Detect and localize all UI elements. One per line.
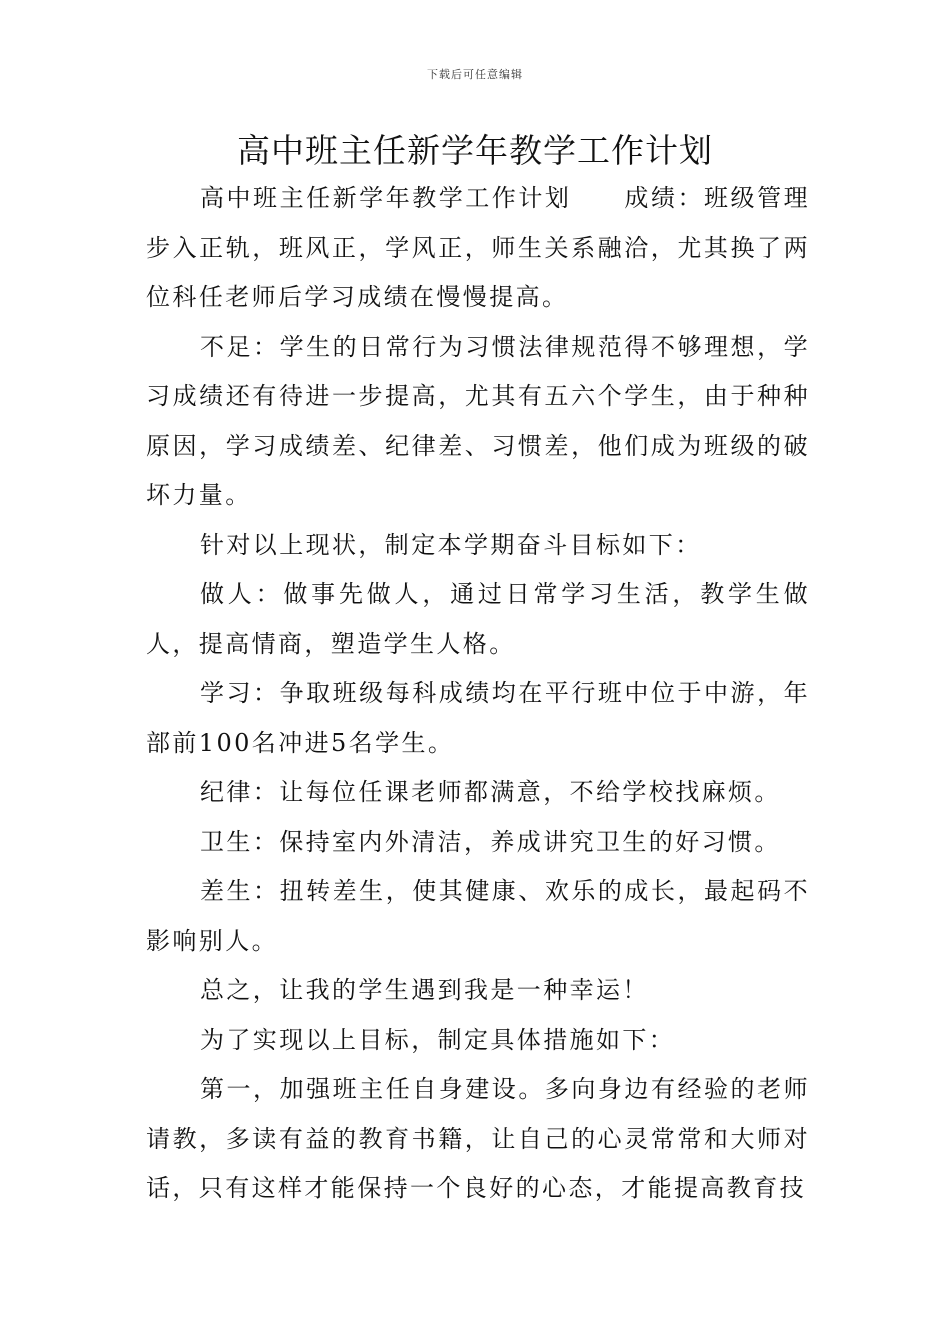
paragraph-summary: 总之，让我的学生遇到我是一种幸运！ bbox=[200, 976, 649, 1004]
paragraph-goal-hygiene: 卫生：保持室内外清洁，养成讲究卫生的好习惯。 bbox=[200, 827, 781, 856]
document-body bbox=[146, 174, 810, 1214]
paragraph-goal-weak-students: 差生：扭转差生，使其健康、欢乐的成长，最起码不影响别人。 bbox=[146, 877, 810, 955]
paragraph-intro: 高中班主任新学年教学工作计划 成绩：班级管理步入正轨，班风正，学风正，师生关系融洽，尤其换了两位科任老师后学习成绩在慢慢提高。 bbox=[146, 184, 810, 311]
paragraph-shortcomings: 不足：学生的日常行为习惯法律规范得不够理想，学习成绩还有待进一步提高，尤其有五六个学生，由于种种原因，学习成绩差、纪律差、习惯差，他们成为班级的破坏力量。 bbox=[146, 332, 810, 509]
header-note: 下载后可任意编辑 bbox=[427, 68, 523, 81]
paragraph-goal-study: 学习：争取班级每科成绩均在平行班中位于中游，年部前100名冲进5名学生。 bbox=[146, 679, 810, 757]
paragraph-goal-discipline: 纪律：让每位任课老师都满意，不给学校找麻烦。 bbox=[200, 778, 781, 806]
paragraph-measure-one: 第一，加强班主任自身建设。多向身边有经验的老师请教，多读有益的教育书籍，让自己的心灵常常和大师对话，只有这样才能保持一个良好的心态，才能提高教育技 bbox=[146, 1075, 810, 1202]
paragraph-measures-intro: 为了实现以上目标，制定具体措施如下： bbox=[200, 1025, 676, 1054]
document-title: 高中班主任新学年教学工作计划 bbox=[237, 131, 713, 170]
paragraph-goals-intro: 针对以上现状，制定本学期奋斗目标如下： bbox=[200, 530, 702, 559]
paragraph-goal-conduct: 做人：做事先做人，通过日常学习生活，教学生做人，提高情商，塑造学生人格。 bbox=[146, 580, 810, 658]
